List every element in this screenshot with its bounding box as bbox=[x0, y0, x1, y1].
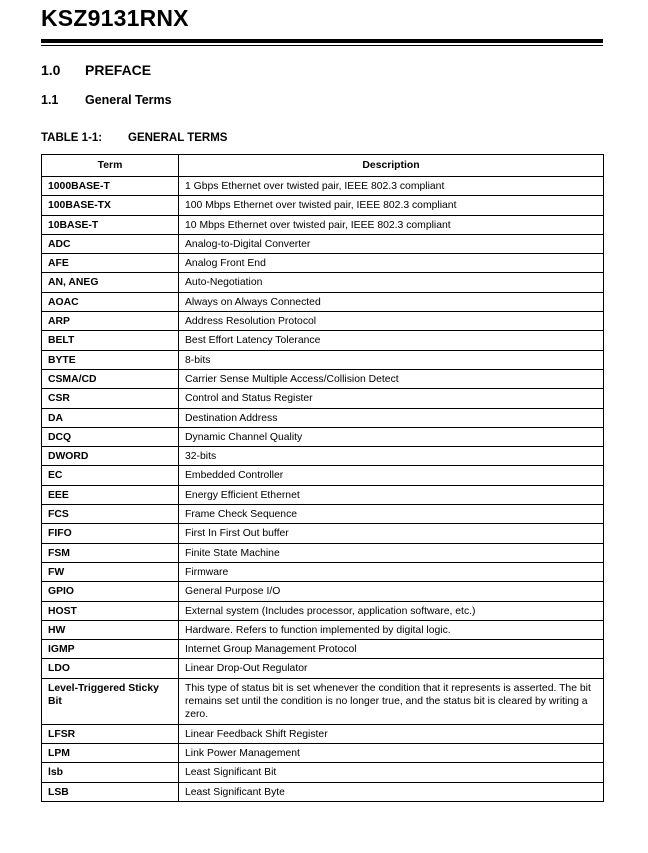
section-heading bbox=[41, 62, 151, 78]
description-cell: Least Significant Bit bbox=[179, 763, 604, 782]
description-cell: Control and Status Register bbox=[179, 389, 604, 408]
term-cell: HW bbox=[42, 620, 179, 639]
description-cell: Linear Drop-Out Regulator bbox=[179, 659, 604, 678]
term-cell: AOAC bbox=[42, 292, 179, 311]
description-cell: Address Resolution Protocol bbox=[179, 312, 604, 331]
term-cell: LDO bbox=[42, 659, 179, 678]
description-cell: Auto-Negotiation bbox=[179, 273, 604, 292]
term-cell: lsb bbox=[42, 763, 179, 782]
table-row bbox=[42, 234, 604, 253]
term-cell: 10BASE-T bbox=[42, 215, 179, 234]
description-cell: Linear Feedback Shift Register bbox=[179, 724, 604, 743]
description-cell: Finite State Machine bbox=[179, 543, 604, 562]
table-row bbox=[42, 659, 604, 678]
term-cell: DA bbox=[42, 408, 179, 427]
term-cell: DWORD bbox=[42, 447, 179, 466]
table-row bbox=[42, 447, 604, 466]
table-row bbox=[42, 782, 604, 801]
description-cell: This type of status bit is set whenever the condition that it represents is asserted. The bit remains set until the condition is no longer true, and the status bit is cleared by writing a zero. bbox=[179, 678, 604, 724]
term-cell: EC bbox=[42, 466, 179, 485]
term-cell: IGMP bbox=[42, 640, 179, 659]
description-cell: 100 Mbps Ethernet over twisted pair, IEEE 802.3 compliant bbox=[179, 196, 604, 215]
section-number: 1.0 bbox=[41, 62, 61, 78]
description-cell: Best Effort Latency Tolerance bbox=[179, 331, 604, 350]
section-title: PREFACE bbox=[85, 62, 152, 78]
description-cell: Firmware bbox=[179, 562, 604, 581]
table-row bbox=[42, 763, 604, 782]
header-rule-thick bbox=[41, 39, 603, 43]
term-cell: EEE bbox=[42, 485, 179, 504]
description-cell: 1 Gbps Ethernet over twisted pair, IEEE 802.3 compliant bbox=[179, 177, 604, 196]
table-row bbox=[42, 485, 604, 504]
description-cell: Embedded Controller bbox=[179, 466, 604, 485]
term-cell: AN, ANEG bbox=[42, 273, 179, 292]
term-cell: FCS bbox=[42, 505, 179, 524]
term-cell: FW bbox=[42, 562, 179, 581]
table-row bbox=[42, 331, 604, 350]
table-row bbox=[42, 562, 604, 581]
term-cell: DCQ bbox=[42, 427, 179, 446]
term-cell: HOST bbox=[42, 601, 179, 620]
table-row bbox=[42, 427, 604, 446]
term-cell: 100BASE-TX bbox=[42, 196, 179, 215]
description-cell: Frame Check Sequence bbox=[179, 505, 604, 524]
term-cell: LFSR bbox=[42, 724, 179, 743]
description-cell: Always on Always Connected bbox=[179, 292, 604, 311]
header-term: Term bbox=[42, 155, 179, 177]
table-row bbox=[42, 215, 604, 234]
subsection-heading bbox=[41, 93, 172, 107]
table-caption bbox=[41, 132, 227, 144]
table-row bbox=[42, 312, 604, 331]
table-row bbox=[42, 177, 604, 196]
table-row bbox=[42, 640, 604, 659]
term-cell: BELT bbox=[42, 331, 179, 350]
subsection-title: General Terms bbox=[85, 93, 172, 107]
description-cell: 32-bits bbox=[179, 447, 604, 466]
table-row bbox=[42, 254, 604, 273]
description-cell: Hardware. Refers to function implemented by digital logic. bbox=[179, 620, 604, 639]
term-cell: CSMA/CD bbox=[42, 369, 179, 388]
term-cell: FIFO bbox=[42, 524, 179, 543]
header-rule-thin bbox=[41, 45, 603, 46]
description-cell: Carrier Sense Multiple Access/Collision Detect bbox=[179, 369, 604, 388]
term-cell: BYTE bbox=[42, 350, 179, 369]
header-description: Description bbox=[179, 155, 604, 177]
term-cell: LPM bbox=[42, 744, 179, 763]
table-row bbox=[42, 524, 604, 543]
table-row bbox=[42, 724, 604, 743]
description-cell: Internet Group Management Protocol bbox=[179, 640, 604, 659]
table-row bbox=[42, 408, 604, 427]
table-row bbox=[42, 389, 604, 408]
description-cell: Analog Front End bbox=[179, 254, 604, 273]
table-row bbox=[42, 292, 604, 311]
table-row bbox=[42, 620, 604, 639]
term-cell: 1000BASE-T bbox=[42, 177, 179, 196]
description-cell: General Purpose I/O bbox=[179, 582, 604, 601]
description-cell: First In First Out buffer bbox=[179, 524, 604, 543]
table-row bbox=[42, 273, 604, 292]
description-cell: Link Power Management bbox=[179, 744, 604, 763]
subsection-number: 1.1 bbox=[41, 93, 59, 107]
table-header-row bbox=[42, 155, 604, 177]
description-cell: Dynamic Channel Quality bbox=[179, 427, 604, 446]
description-cell: External system (Includes processor, application software, etc.) bbox=[179, 601, 604, 620]
description-cell: Energy Efficient Ethernet bbox=[179, 485, 604, 504]
description-cell: Analog-to-Digital Converter bbox=[179, 234, 604, 253]
term-cell: CSR bbox=[42, 389, 179, 408]
term-cell: AFE bbox=[42, 254, 179, 273]
table-row bbox=[42, 466, 604, 485]
table-caption-title: GENERAL TERMS bbox=[128, 132, 228, 144]
table-caption-number: TABLE 1-1: bbox=[41, 132, 103, 144]
table-row bbox=[42, 369, 604, 388]
table-row bbox=[42, 744, 604, 763]
table-row bbox=[42, 678, 604, 724]
term-cell: GPIO bbox=[42, 582, 179, 601]
description-cell: 10 Mbps Ethernet over twisted pair, IEEE 802.3 compliant bbox=[179, 215, 604, 234]
table-body bbox=[42, 177, 604, 802]
term-cell: ADC bbox=[42, 234, 179, 253]
description-cell: Least Significant Byte bbox=[179, 782, 604, 801]
description-cell: Destination Address bbox=[179, 408, 604, 427]
document-title: KSZ9131RNX bbox=[41, 5, 189, 31]
term-cell: LSB bbox=[42, 782, 179, 801]
description-cell: 8-bits bbox=[179, 350, 604, 369]
general-terms-table bbox=[41, 154, 604, 802]
table-row bbox=[42, 601, 604, 620]
term-cell: Level-Triggered Sticky Bit bbox=[42, 678, 179, 724]
table-row bbox=[42, 196, 604, 215]
table-row bbox=[42, 505, 604, 524]
term-cell: ARP bbox=[42, 312, 179, 331]
table-row bbox=[42, 582, 604, 601]
table-row bbox=[42, 543, 604, 562]
term-cell: FSM bbox=[42, 543, 179, 562]
table-row bbox=[42, 350, 604, 369]
